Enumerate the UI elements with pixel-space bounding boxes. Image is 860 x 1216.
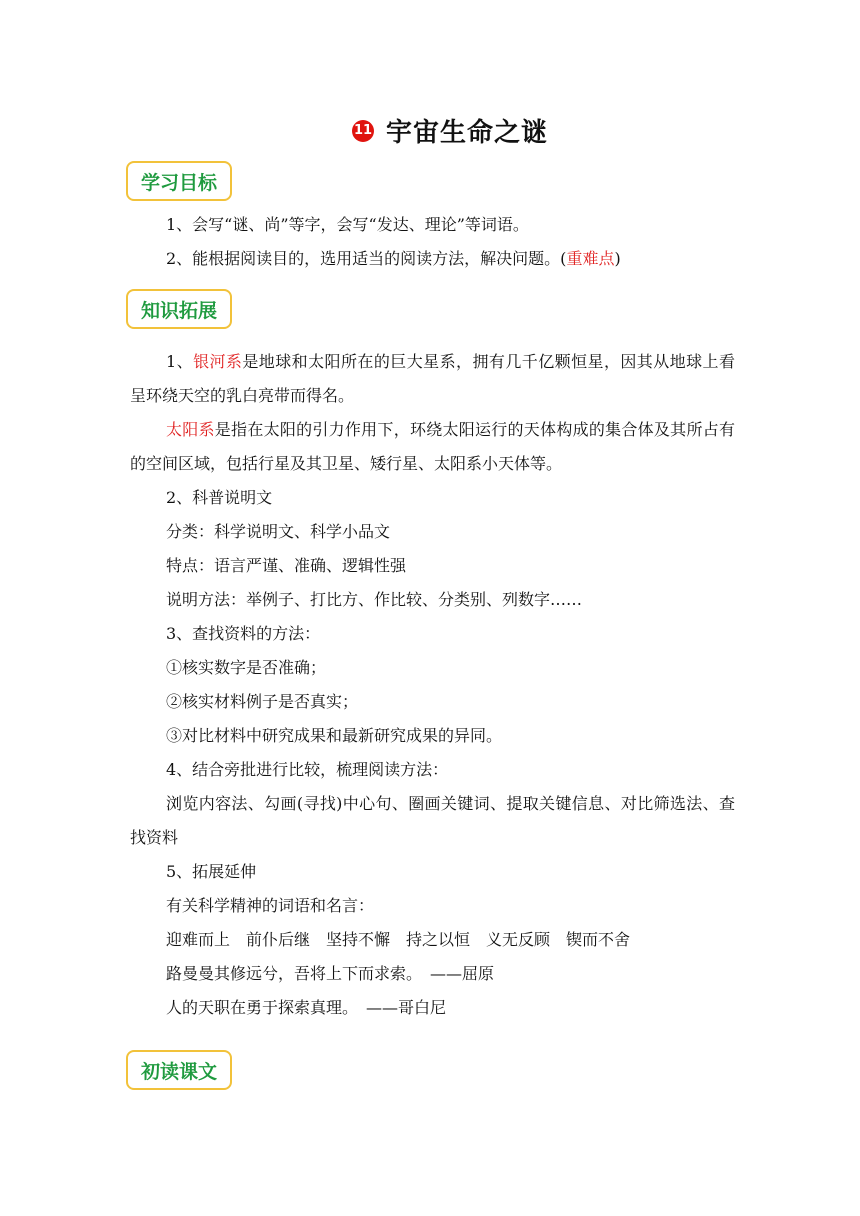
knowledge-item-4a: 浏览内容法、勾画(寻找)中心句、圈画关键词、提取关键信息、对比筛选法、查找资料 [130,794,735,847]
term-solar-system: 太阳系 [166,420,215,439]
knowledge-item-5b: 迎难而上 前仆后继 坚持不懈 持之以恒 义无反顾 锲而不舍 [166,930,631,949]
knowledge-item-5c: 路曼曼其修远兮，吾将上下而求索。 ——屈原 [166,964,495,983]
knowledge-item-2c: 说明方法：举例子、打比方、作比较、分类别、列数字…… [166,590,583,609]
knowledge-item-2: 2、科普说明文 [166,488,273,507]
section-tag-goals: 学习目标 [126,161,232,201]
knowledge-item-1b: 太阳系是指在太阳的引力作用下，环绕太阳运行的天体构成的集合体及其所占有的空间区域，包括行星及其卫星、矮行星、太阳系小天体等。 [130,420,735,473]
section-tag-knowledge: 知识拓展 [126,289,232,329]
knowledge-item-3b: ②核实材料例子是否真实； [166,692,359,711]
knowledge-item-5a: 有关科学精神的词语和名言： [166,896,375,915]
term-milky-way: 银河系 [193,352,243,371]
knowledge-item-2b: 特点：语言严谨、准确、逻辑性强 [166,556,407,575]
section-tag-reading: 初读课文 [126,1050,232,1090]
knowledge-item-5d: 人的天职在勇于探索真理。 ——哥白尼 [166,998,447,1017]
knowledge-block [130,345,735,1025]
knowledge-item-1: 1、银河系是地球和太阳所在的巨大星系，拥有几千亿颗恒星，因其从地球上看呈环绕天空的乳白亮带而得名。 [130,352,735,405]
lesson-number-badge: 11 [352,120,374,142]
key-point-label: 重难点 [566,249,615,268]
knowledge-item-2a: 分类：科学说明文、科学小品文 [166,522,391,541]
knowledge-item-4: 4、结合旁批进行比较，梳理阅读方法： [166,760,449,779]
lesson-title: 宇宙生命之谜 [385,118,548,148]
knowledge-item-3: 3、查找资料的方法： [166,624,321,643]
knowledge-item-5: 5、拓展延伸 [166,862,257,881]
goals-block [130,208,735,276]
page-title [0,112,860,149]
knowledge-item-3c: ③对比材料中研究成果和最新研究成果的异同。 [166,726,503,745]
goal-1: 1、会写“谜、尚”等字，会写“发达、理论”等词语。 [166,215,529,234]
knowledge-item-3a: ①核实数字是否准确； [166,658,327,677]
goal-2: 2、能根据阅读目的，选用适当的阅读方法，解决问题。(重难点) [166,249,621,268]
